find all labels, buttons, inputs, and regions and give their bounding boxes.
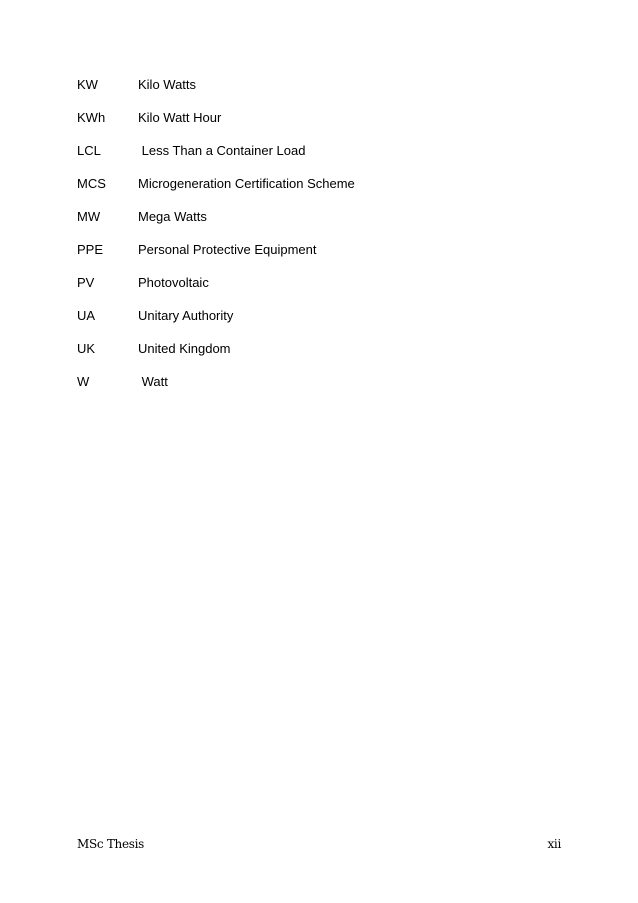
abbreviation-definition: Kilo Watt Hour xyxy=(138,110,222,125)
abbreviation-row xyxy=(77,175,557,208)
abbreviation-definition: Photovoltaic xyxy=(138,275,209,290)
page-footer xyxy=(77,835,561,853)
abbreviation-definition: Less Than a Container Load xyxy=(138,143,306,158)
abbreviation-definition: Personal Protective Equipment xyxy=(138,242,317,257)
abbreviation-row xyxy=(77,307,557,340)
abbreviation-row xyxy=(77,340,557,373)
abbreviation-term: MCS xyxy=(77,176,106,191)
abbreviation-row xyxy=(77,241,557,274)
abbreviation-term: W xyxy=(77,374,90,389)
abbreviation-row xyxy=(77,142,557,175)
abbreviation-term: KWh xyxy=(77,110,106,125)
abbreviation-definition: Microgeneration Certification Scheme xyxy=(138,176,355,191)
abbreviation-term: UK xyxy=(77,341,96,356)
abbreviation-term: PV xyxy=(77,275,95,290)
abbreviation-term: PPE xyxy=(77,242,104,257)
page-number: xii xyxy=(547,837,561,851)
abbreviation-definition: Unitary Authority xyxy=(138,308,234,323)
abbreviation-definition: Mega Watts xyxy=(138,209,207,224)
abbreviation-row xyxy=(77,373,557,406)
abbreviation-term: UA xyxy=(77,308,96,323)
footer-title: MSc Thesis xyxy=(77,837,145,851)
abbreviation-term: LCL xyxy=(77,143,101,158)
abbreviation-row xyxy=(77,208,557,241)
abbreviation-term: MW xyxy=(77,209,101,224)
abbreviation-definition: United Kingdom xyxy=(138,341,231,356)
abbreviation-row xyxy=(77,109,557,142)
abbreviations-list xyxy=(77,76,557,406)
abbreviation-definition: Kilo Watts xyxy=(138,77,197,92)
abbreviation-term: KW xyxy=(77,77,98,92)
abbreviation-row xyxy=(77,76,557,109)
abbreviation-definition: Watt xyxy=(138,374,168,389)
abbreviation-row xyxy=(77,274,557,307)
